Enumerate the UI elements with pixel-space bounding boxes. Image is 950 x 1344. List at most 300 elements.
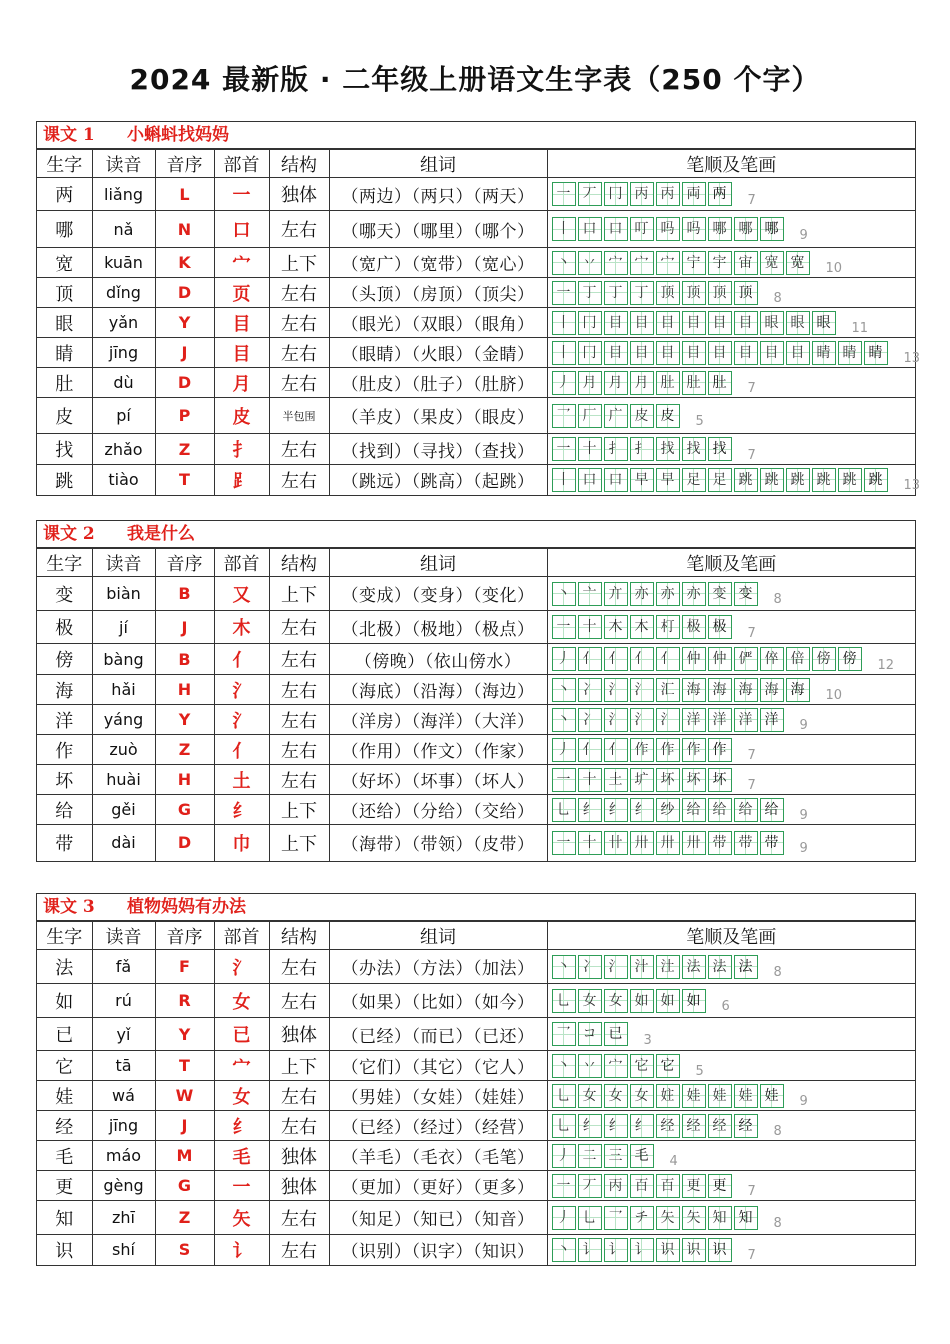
stroke-box: 乚 <box>552 989 576 1013</box>
stroke-order-cell <box>547 308 915 338</box>
word-cell: （识别）（识字）（知识） <box>329 1235 547 1265</box>
column-header: 生字 <box>37 922 92 950</box>
character-cell: 极 <box>37 611 92 644</box>
stroke-box: 丆 <box>578 182 602 206</box>
stroke-box: コ <box>578 1022 602 1046</box>
stroke-box: 乛 <box>552 404 576 428</box>
column-header: 音序 <box>155 922 214 950</box>
stroke-count: 13 <box>903 351 921 366</box>
column-header: 结构 <box>269 922 329 950</box>
stroke-box: 叮 <box>630 217 654 241</box>
stroke-box: 找 <box>682 437 706 461</box>
stroke-box: 娃 <box>734 1084 758 1108</box>
stroke-count: 10 <box>825 261 843 276</box>
character-cell: 如 <box>37 984 92 1018</box>
word-cell: （羊皮）（果皮）（眼皮） <box>329 398 547 434</box>
column-header: 读音 <box>92 150 155 178</box>
stroke-box: 冫 <box>578 708 602 732</box>
stroke-box: 纟 <box>578 798 602 822</box>
stroke-box: 海 <box>682 678 706 702</box>
word-cell: （知足）（知已）（知音） <box>329 1201 547 1235</box>
lesson-table-1 <box>36 121 921 496</box>
word-cell: （作用）（作文）（作家） <box>329 735 547 765</box>
stroke-box: 如 <box>682 989 706 1013</box>
stroke-count: 7 <box>747 381 756 396</box>
stroke-box: 木 <box>630 615 654 639</box>
stroke-box: 目 <box>760 341 784 365</box>
stroke-box: 朾 <box>656 615 680 639</box>
stroke-box: 女 <box>578 1084 602 1108</box>
word-cell: （海底）（沿海）（海边） <box>329 675 547 705</box>
stroke-box: 卅 <box>656 831 680 855</box>
stroke-box: 坏 <box>708 768 732 792</box>
stroke-box: 洋 <box>760 708 784 732</box>
structure-cell: 左右 <box>269 765 329 795</box>
stroke-box: 月 <box>604 371 628 395</box>
lesson-name: 小蝌蚪找妈妈 <box>127 125 229 145</box>
structure-cell: 左右 <box>269 1111 329 1141</box>
radical-cell: 页 <box>214 278 269 308</box>
column-header: 笔顺及笔画 <box>547 150 915 178</box>
stroke-box: 带 <box>734 831 758 855</box>
stroke-box: 吗 <box>682 217 706 241</box>
word-cell: （它们）（其它）（它人） <box>329 1051 547 1081</box>
word-cell: （眼睛）（火眼）（金睛） <box>329 338 547 368</box>
character-cell: 法 <box>37 950 92 984</box>
stroke-box: 洋 <box>734 708 758 732</box>
stroke-box: 带 <box>708 831 732 855</box>
stroke-box: 丨 <box>552 311 576 335</box>
stroke-box: 丿 <box>552 371 576 395</box>
initial-letter-cell: Z <box>155 735 214 765</box>
initial-letter-cell: B <box>155 644 214 675</box>
stroke-count: 6 <box>721 999 730 1014</box>
stroke-box: 丆 <box>578 1174 602 1198</box>
stroke-box: 洋 <box>708 708 732 732</box>
stroke-box: 亻 <box>578 647 602 671</box>
stroke-box: 丶 <box>552 678 576 702</box>
initial-letter-cell: J <box>155 611 214 644</box>
stroke-count: 13 <box>903 478 921 494</box>
structure-cell: 独体 <box>269 1018 329 1051</box>
stroke-box: 目 <box>656 311 680 335</box>
table-row <box>37 1051 915 1081</box>
stroke-box: 氵 <box>630 708 654 732</box>
initial-letter-cell: D <box>155 278 214 308</box>
stroke-box: 足 <box>682 468 706 492</box>
character-table <box>37 548 915 861</box>
word-cell: （如果）（比如）（如今） <box>329 984 547 1018</box>
column-header: 部首 <box>214 549 269 577</box>
stroke-box: 氵 <box>630 678 654 702</box>
word-cell: （哪天）（哪里）（哪个） <box>329 211 547 248</box>
character-cell: 娃 <box>37 1081 92 1111</box>
table-row <box>37 765 915 795</box>
stroke-box: 冫 <box>578 678 602 702</box>
stroke-order-cell <box>547 338 921 368</box>
table-row <box>37 398 915 434</box>
stroke-box: 讠 <box>630 1238 654 1262</box>
stroke-box: 早 <box>656 468 680 492</box>
table-row <box>37 577 915 611</box>
stroke-count: 7 <box>747 447 756 463</box>
character-cell: 更 <box>37 1171 92 1201</box>
table-row <box>37 338 915 368</box>
stroke-count: 7 <box>747 192 756 208</box>
stroke-order-cell <box>547 434 915 465</box>
stroke-box: 矢 <box>656 1206 680 1230</box>
word-cell: （找到）（寻找）（查找） <box>329 434 547 465</box>
stroke-box: 跳 <box>838 468 862 492</box>
stroke-box: 目 <box>786 341 810 365</box>
stroke-box: 卅 <box>630 831 654 855</box>
stroke-box: 乚 <box>578 1206 602 1230</box>
initial-letter-cell: T <box>155 465 214 495</box>
character-cell: 海 <box>37 675 92 705</box>
stroke-box: 二 <box>578 1144 602 1168</box>
stroke-box: 早 <box>630 468 654 492</box>
stroke-box: 顶 <box>734 281 758 305</box>
pinyin-cell: zuò <box>92 735 155 765</box>
radical-cell: 一 <box>214 1171 269 1201</box>
stroke-box: 卅 <box>682 831 706 855</box>
word-cell: （还给）（分给）（交给） <box>329 795 547 825</box>
stroke-box: 坏 <box>656 768 680 792</box>
radical-cell: 氵 <box>214 675 269 705</box>
stroke-box: 丁 <box>604 281 628 305</box>
structure-cell: 上下 <box>269 248 329 278</box>
stroke-count: 7 <box>747 748 756 763</box>
stroke-order-cell <box>547 644 915 675</box>
word-cell: （洋房）（海洋）（大洋） <box>329 705 547 735</box>
radical-cell: 氵 <box>214 705 269 735</box>
stroke-box: 纟 <box>604 798 628 822</box>
radical-cell: 又 <box>214 577 269 611</box>
stroke-box: 肚 <box>708 371 732 395</box>
structure-cell: 上下 <box>269 825 329 861</box>
stroke-order-cell <box>547 1141 915 1171</box>
stroke-box: 目 <box>682 341 706 365</box>
initial-letter-cell: S <box>155 1235 214 1265</box>
stroke-box: 妵 <box>656 1084 680 1108</box>
initial-letter-cell: N <box>155 211 214 248</box>
stroke-box: 亣 <box>604 582 628 606</box>
stroke-box: 宀 <box>604 251 628 275</box>
stroke-box: 女 <box>578 989 602 1013</box>
stroke-order-cell <box>547 398 915 434</box>
stroke-box: 百 <box>656 1174 680 1198</box>
stroke-box: 知 <box>734 1206 758 1230</box>
stroke-box: 汇 <box>656 678 680 702</box>
stroke-box: 跳 <box>864 468 888 492</box>
lesson-heading <box>37 894 915 921</box>
stroke-box: 宀 <box>604 1054 628 1078</box>
word-cell: （男娃）（女娃）（娃娃） <box>329 1081 547 1111</box>
stroke-box: 扌 <box>630 437 654 461</box>
structure-cell: 左右 <box>269 211 329 248</box>
radical-cell: 宀 <box>214 248 269 278</box>
character-cell: 两 <box>37 178 92 211</box>
pinyin-cell: tiào <box>92 465 155 495</box>
stroke-count: 8 <box>773 1216 782 1231</box>
pinyin-cell: dài <box>92 825 155 861</box>
stroke-box: 丶 <box>552 251 576 275</box>
pinyin-cell: bàng <box>92 644 155 675</box>
stroke-order-cell <box>547 735 915 765</box>
stroke-order-cell <box>547 1111 915 1141</box>
stroke-box: 娃 <box>708 1084 732 1108</box>
stroke-box: 丁 <box>578 281 602 305</box>
structure-cell: 左右 <box>269 465 329 495</box>
stroke-box: 仲 <box>708 647 732 671</box>
structure-cell: 独体 <box>269 1171 329 1201</box>
table-row <box>37 1081 915 1111</box>
stroke-count: 7 <box>747 1248 756 1264</box>
stroke-count: 8 <box>773 592 782 607</box>
stroke-box: 亦 <box>630 582 654 606</box>
stroke-box: 十 <box>578 768 602 792</box>
word-cell: （头顶）（房顶）（顶尖） <box>329 278 547 308</box>
stroke-box: 厂 <box>578 404 602 428</box>
stroke-box: 亻 <box>604 647 628 671</box>
character-cell: 作 <box>37 735 92 765</box>
stroke-box: 扌 <box>604 437 628 461</box>
stroke-box: 月 <box>578 371 602 395</box>
stroke-box: 找 <box>708 437 732 461</box>
stroke-box: 一 <box>552 437 576 461</box>
structure-cell: 左右 <box>269 1235 329 1265</box>
stroke-box: 丶 <box>552 708 576 732</box>
stroke-box: 法 <box>708 955 732 979</box>
character-cell: 经 <box>37 1111 92 1141</box>
stroke-box: 变 <box>734 582 758 606</box>
initial-letter-cell: Y <box>155 705 214 735</box>
structure-cell: 左右 <box>269 644 329 675</box>
initial-letter-cell: M <box>155 1141 214 1171</box>
stroke-box: 纟 <box>604 1114 628 1138</box>
stroke-box: 目 <box>734 311 758 335</box>
stroke-box: 丶 <box>552 582 576 606</box>
character-cell: 坏 <box>37 765 92 795</box>
initial-letter-cell: Y <box>155 308 214 338</box>
stroke-order-cell <box>547 675 915 705</box>
radical-cell: 月 <box>214 368 269 398</box>
initial-letter-cell: Z <box>155 434 214 465</box>
stroke-box: 经 <box>656 1114 680 1138</box>
pinyin-cell: shí <box>92 1235 155 1265</box>
stroke-box: 口 <box>604 468 628 492</box>
table-row <box>37 368 915 398</box>
character-cell: 傍 <box>37 644 92 675</box>
stroke-box: 变 <box>708 582 732 606</box>
stroke-box: 坏 <box>682 768 706 792</box>
stroke-count: 5 <box>695 1064 704 1079</box>
pinyin-cell: zhǎo <box>92 434 155 465</box>
stroke-box: 女 <box>604 1084 628 1108</box>
stroke-box: 如 <box>630 989 654 1013</box>
radical-cell: 女 <box>214 984 269 1018</box>
initial-letter-cell: J <box>155 1111 214 1141</box>
table-row <box>37 1235 915 1265</box>
stroke-box: 百 <box>630 1174 654 1198</box>
initial-letter-cell: P <box>155 398 214 434</box>
stroke-box: 宀 <box>630 251 654 275</box>
initial-letter-cell: D <box>155 368 214 398</box>
stroke-box: 目 <box>604 341 628 365</box>
stroke-box: 跳 <box>760 468 784 492</box>
stroke-order-cell <box>547 825 915 861</box>
word-cell: （肚皮）（肚子）（肚脐） <box>329 368 547 398</box>
character-cell: 找 <box>37 434 92 465</box>
stroke-box: 吗 <box>656 217 680 241</box>
stroke-box: 哪 <box>760 217 784 241</box>
character-cell: 跳 <box>37 465 92 495</box>
stroke-order-cell <box>547 950 915 984</box>
stroke-box: 带 <box>760 831 784 855</box>
structure-cell: 左右 <box>269 984 329 1018</box>
table-row <box>37 950 915 984</box>
stroke-box: 海 <box>786 678 810 702</box>
structure-cell: 上下 <box>269 1051 329 1081</box>
character-cell: 宽 <box>37 248 92 278</box>
table-row <box>37 1141 915 1171</box>
stroke-box: 讠 <box>604 1238 628 1262</box>
stroke-box: 一 <box>552 615 576 639</box>
stroke-order-cell <box>547 1081 915 1111</box>
radical-cell: 已 <box>214 1018 269 1051</box>
stroke-order-cell <box>547 278 915 308</box>
stroke-box: 经 <box>708 1114 732 1138</box>
stroke-box: 毛 <box>630 1144 654 1168</box>
character-cell: 哪 <box>37 211 92 248</box>
column-header: 笔顺及笔画 <box>547 549 915 577</box>
stroke-box: 冫 <box>578 955 602 979</box>
column-header: 组词 <box>329 150 547 178</box>
stroke-box: 纟 <box>630 798 654 822</box>
stroke-box: 经 <box>682 1114 706 1138</box>
stroke-box: 一 <box>552 768 576 792</box>
stroke-box: 木 <box>604 615 628 639</box>
stroke-box: 乚 <box>552 1114 576 1138</box>
pinyin-cell: wá <box>92 1081 155 1111</box>
stroke-box: 一 <box>552 281 576 305</box>
table-row <box>37 178 915 211</box>
stroke-box: 作 <box>682 738 706 762</box>
stroke-box: チ <box>630 1206 654 1230</box>
initial-letter-cell: J <box>155 338 214 368</box>
stroke-box: 乛 <box>552 1022 576 1046</box>
word-cell: （海带）（带领）（皮带） <box>329 825 547 861</box>
word-cell: （宽广）（宽带）（宽心） <box>329 248 547 278</box>
stroke-box: 睛 <box>838 341 862 365</box>
stroke-box: 肚 <box>656 371 680 395</box>
stroke-box: 丿 <box>552 1144 576 1168</box>
stroke-count: 7 <box>747 625 756 641</box>
stroke-box: 作 <box>656 738 680 762</box>
header-row <box>37 549 915 577</box>
radical-cell: 亻 <box>214 644 269 675</box>
stroke-box: 纟 <box>578 1114 602 1138</box>
stroke-order-cell <box>547 178 915 211</box>
stroke-box: 亦 <box>656 582 680 606</box>
stroke-box: 目 <box>630 341 654 365</box>
stroke-box: 睛 <box>812 341 836 365</box>
stroke-box: 亻 <box>578 738 602 762</box>
stroke-box: 海 <box>760 678 784 702</box>
stroke-box: 氵 <box>604 708 628 732</box>
stroke-box: 作 <box>708 738 732 762</box>
structure-cell: 左右 <box>269 950 329 984</box>
stroke-box: 女 <box>630 1084 654 1108</box>
stroke-box: 更 <box>682 1174 706 1198</box>
character-cell: 变 <box>37 577 92 611</box>
stroke-count: 7 <box>747 1184 756 1199</box>
word-cell: （两边）（两只）（两天） <box>329 178 547 211</box>
table-row <box>37 1018 915 1051</box>
stroke-box: 丿 <box>552 738 576 762</box>
stroke-box: 丙 <box>630 182 654 206</box>
table-row <box>37 278 915 308</box>
stroke-box: 两 <box>708 182 732 206</box>
table-row <box>37 644 915 675</box>
stroke-count: 3 <box>643 1032 652 1048</box>
stroke-count: 4 <box>669 1154 678 1169</box>
pinyin-cell: tā <box>92 1051 155 1081</box>
structure-cell: 半包围 <box>269 398 329 434</box>
stroke-box: 皮 <box>630 404 654 428</box>
lesson-table-2 <box>36 520 916 862</box>
stroke-box: 更 <box>708 1174 732 1198</box>
column-header: 音序 <box>155 150 214 178</box>
stroke-box: 乚 <box>552 1084 576 1108</box>
stroke-box: 给 <box>734 798 758 822</box>
stroke-box: 经 <box>734 1114 758 1138</box>
pinyin-cell: liǎng <box>92 178 155 211</box>
initial-letter-cell: D <box>155 825 214 861</box>
stroke-box: 作 <box>630 738 654 762</box>
table-row <box>37 465 915 495</box>
structure-cell: 左右 <box>269 735 329 765</box>
structure-cell: 独体 <box>269 1141 329 1171</box>
stroke-box: 丶 <box>552 1054 576 1078</box>
initial-letter-cell: H <box>155 765 214 795</box>
character-cell: 毛 <box>37 1141 92 1171</box>
table-row <box>37 735 915 765</box>
stroke-box: 宇 <box>708 251 732 275</box>
stroke-box: 卄 <box>604 831 628 855</box>
pinyin-cell: yǐ <box>92 1018 155 1051</box>
stroke-box: 足 <box>708 468 732 492</box>
pinyin-cell: huài <box>92 765 155 795</box>
stroke-box: 丷 <box>578 1054 602 1078</box>
table-row <box>37 248 915 278</box>
lesson-table-3 <box>36 893 916 1266</box>
stroke-box: 目 <box>630 311 654 335</box>
word-cell: （更加）（更好）（更多） <box>329 1171 547 1201</box>
character-table <box>37 149 921 495</box>
lesson-number: 课文 2 <box>43 524 95 544</box>
initial-letter-cell: B <box>155 577 214 611</box>
stroke-box: 法 <box>682 955 706 979</box>
table-row <box>37 705 915 735</box>
stroke-box: 倅 <box>760 647 784 671</box>
initial-letter-cell: H <box>155 675 214 705</box>
stroke-order-cell <box>547 765 915 795</box>
pinyin-cell: jīng <box>92 338 155 368</box>
table-row <box>37 795 915 825</box>
initial-letter-cell: F <box>155 950 214 984</box>
stroke-box: 顶 <box>708 281 732 305</box>
